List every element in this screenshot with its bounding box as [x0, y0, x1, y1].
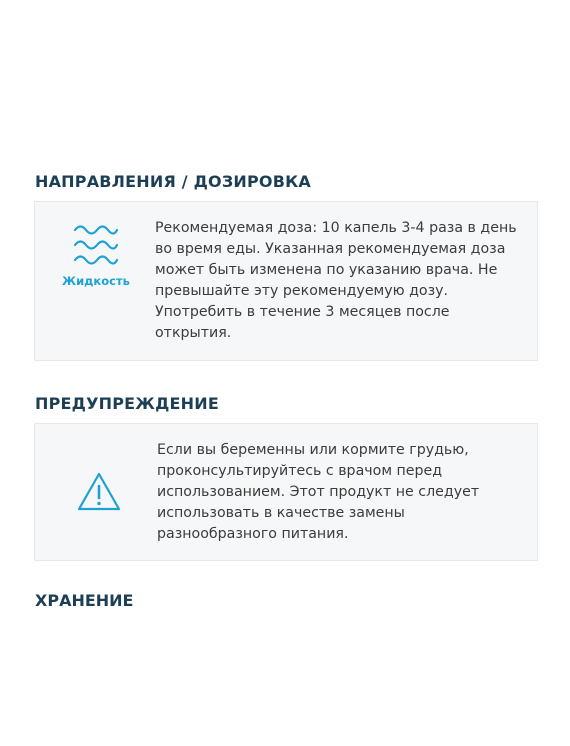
warning-triangle-icon [77, 472, 121, 517]
directions-heading: НАПРАВЛЕНИЯ / ДОЗИРОВКА [35, 172, 311, 191]
warning-text: Если вы беременны или кормите грудью, проконсультируйтесь с врачом перед использованием. Этот продукт не следует использовать в качестве замены разнообразного питания. [157, 442, 480, 542]
warning-heading: ПРЕДУПРЕЖДЕНИЕ [35, 394, 219, 413]
icon-label-liquid: Жидкость [62, 274, 130, 288]
next-section-heading: ХРАНЕНИЕ [35, 591, 134, 610]
directions-box [34, 201, 538, 361]
water-waves-icon [73, 223, 119, 272]
directions-text: Рекомендуемая доза: 10 капель 3-4 раза в день во время еды. Указанная рекомендуемая доза может быть изменена по указанию врача. Не превышайте эту рекомендуемую дозу. Употребить в течение 3 месяцев после открытия. [155, 220, 517, 341]
next-section-heading-cutoff [35, 586, 134, 610]
warning-box [34, 423, 538, 561]
